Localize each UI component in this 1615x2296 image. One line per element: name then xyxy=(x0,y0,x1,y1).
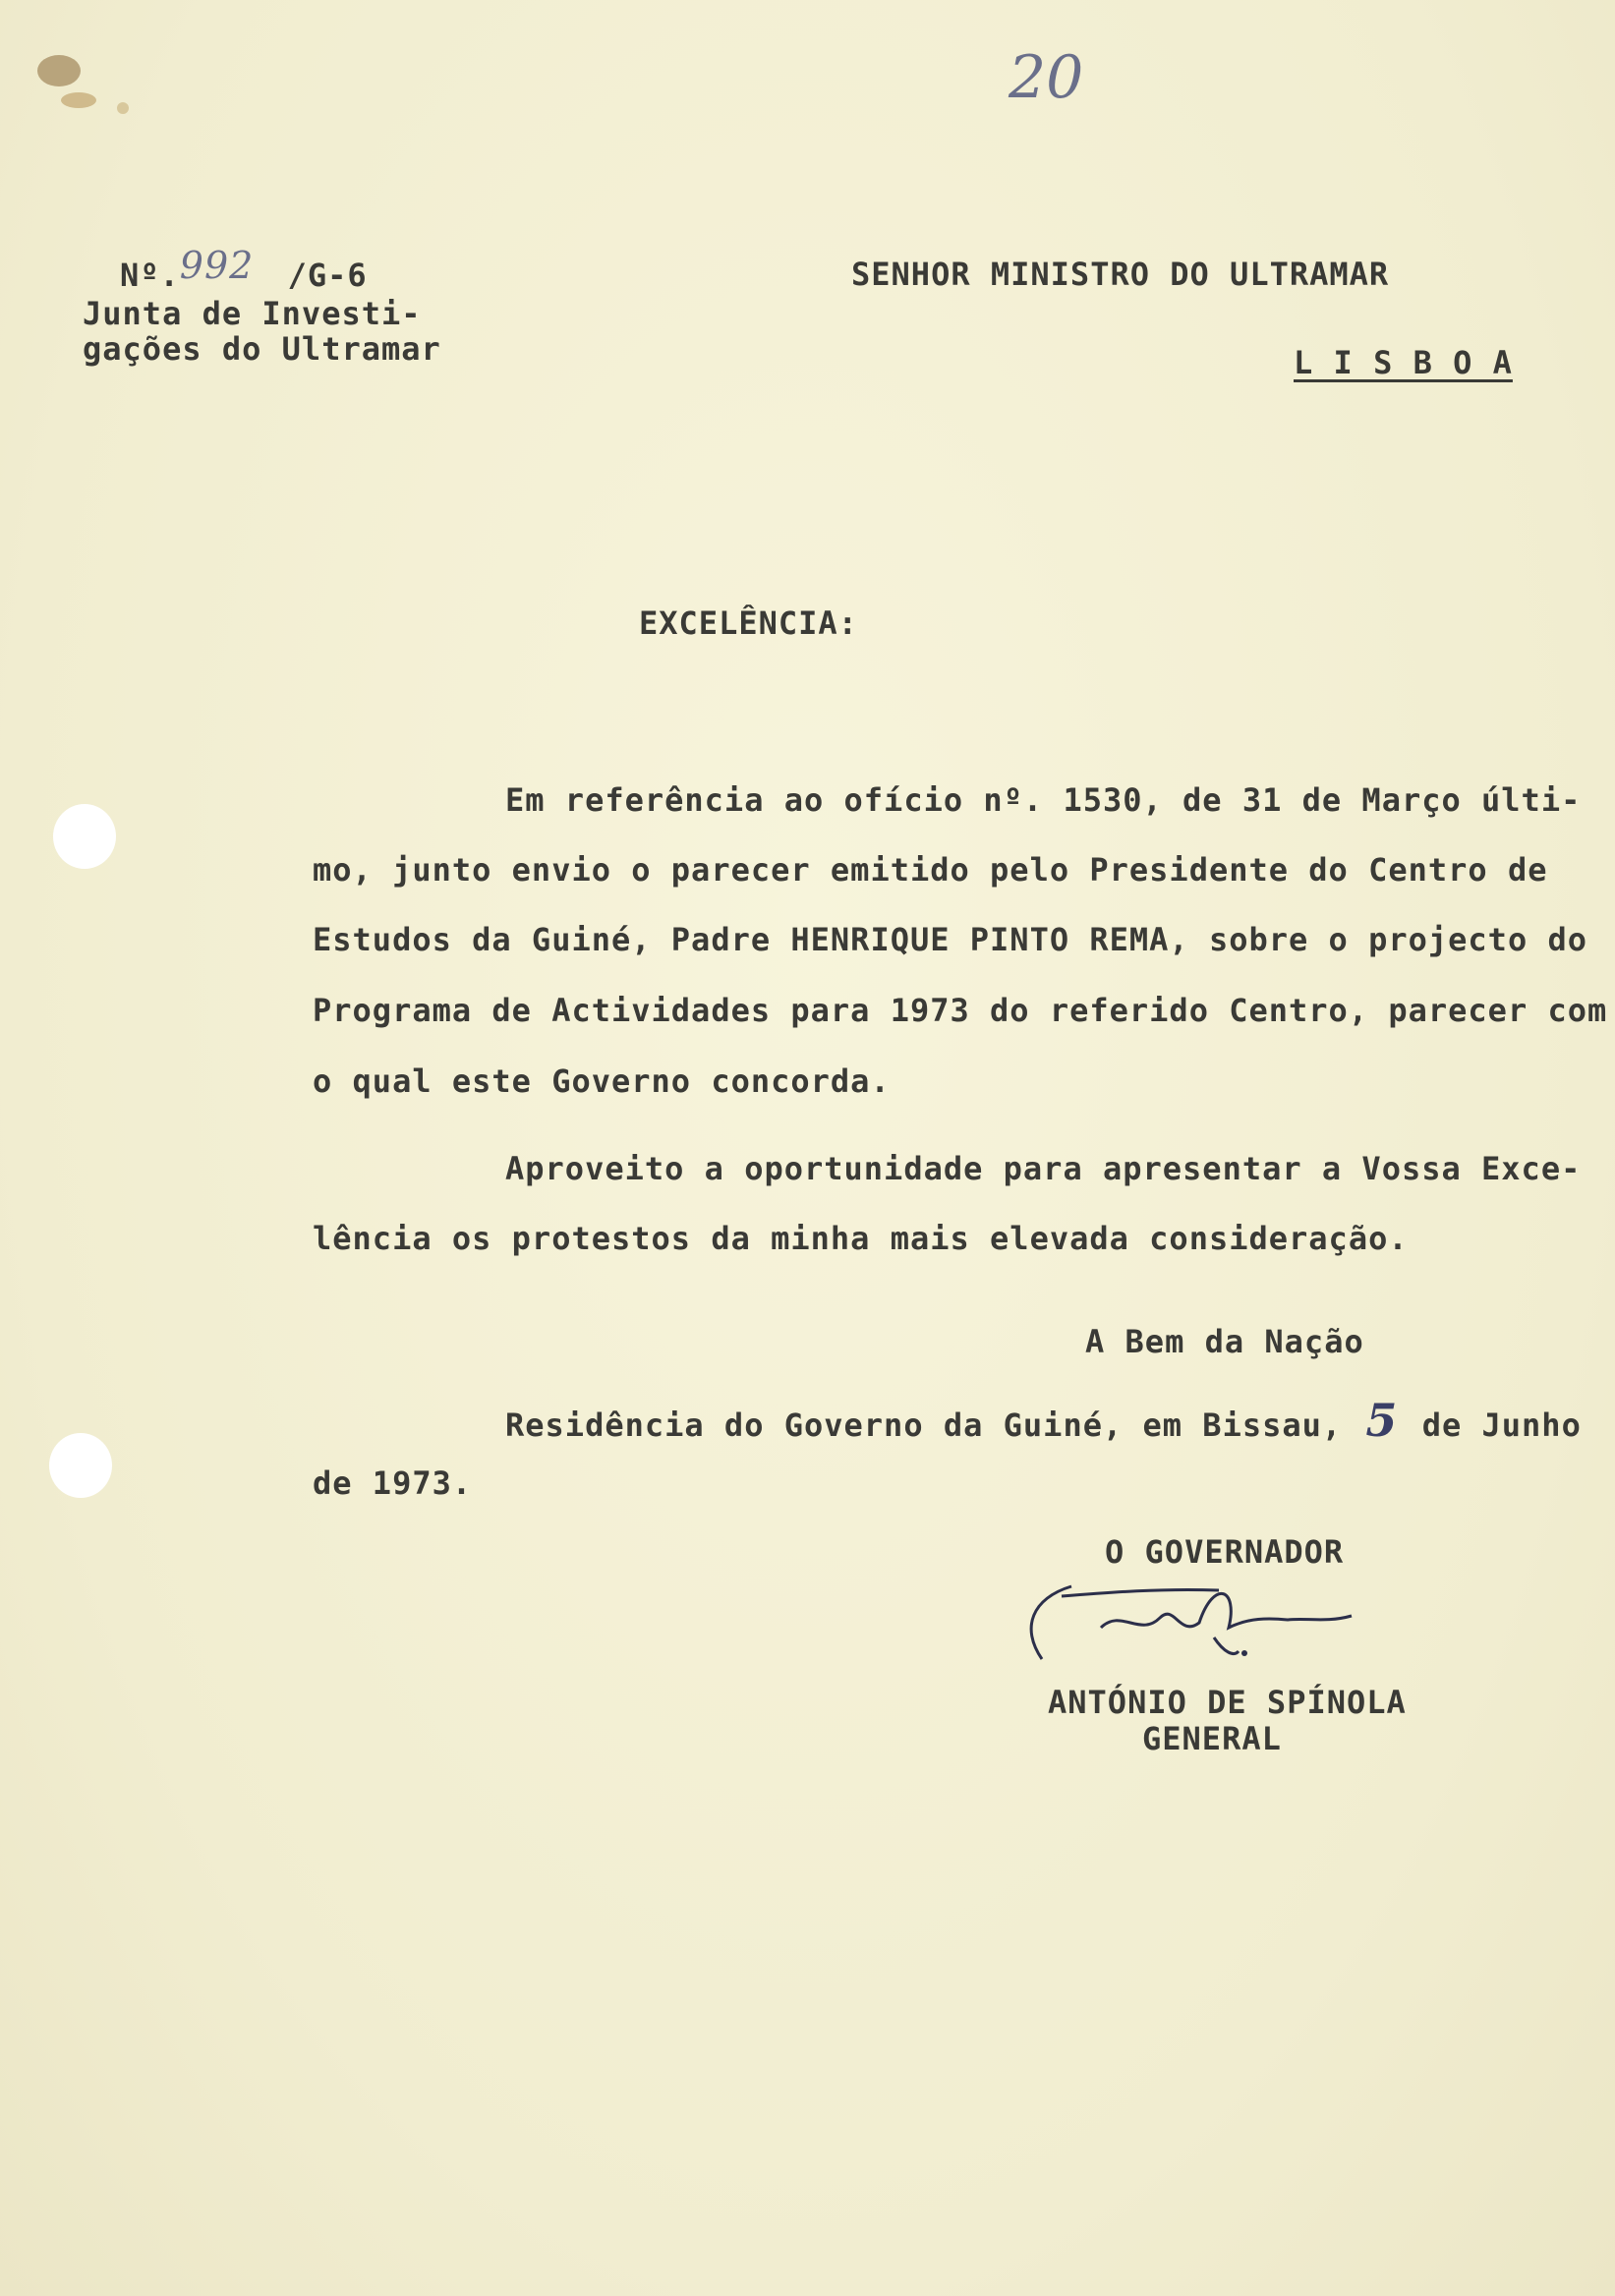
paragraph-1-line-3: Estudos da Guiné, Padre HENRIQUE PINTO REMA, sobre o projecto do xyxy=(313,921,1587,958)
sender-line-2: gações do Ultramar xyxy=(83,330,441,368)
salutation: EXCELÊNCIA: xyxy=(639,604,858,642)
paragraph-2-line-2: lência os protestos da minha mais elevada consideração. xyxy=(313,1220,1409,1257)
paragraph-1-line-5: o qual este Governo concorda. xyxy=(313,1062,891,1100)
place-text: Residência do Governo da Guiné, em Bissau, xyxy=(505,1406,1343,1444)
paragraph-1-line-4: Programa de Actividades para 1973 do referido Centro, parecer com xyxy=(313,992,1608,1029)
punch-hole-bottom xyxy=(49,1433,112,1498)
year-line: de 1973. xyxy=(313,1464,473,1502)
punch-hole-top xyxy=(53,804,116,869)
ref-suffix: /G-6 xyxy=(287,257,368,294)
recipient-city: L I S B O A xyxy=(1294,344,1513,381)
handwritten-signature xyxy=(1003,1569,1376,1687)
closing: A Bem da Nação xyxy=(1085,1323,1364,1360)
signatory-rank: GENERAL xyxy=(1142,1720,1282,1757)
recipient-title: SENHOR MINISTRO DO ULTRAMAR xyxy=(851,256,1390,293)
ref-handwritten-number: 992 xyxy=(179,244,255,287)
signature-role: O GOVERNADOR xyxy=(1105,1533,1345,1571)
signatory-name: ANTÓNIO DE SPÍNOLA xyxy=(1048,1684,1407,1721)
month-text: de Junho xyxy=(1421,1406,1582,1444)
paragraph-1-line-1: Em referência ao ofício nº. 1530, de 31 de Março últi- xyxy=(505,781,1582,819)
place-date-line xyxy=(505,1394,1582,1447)
ref-prefix: Nº. xyxy=(120,257,180,294)
rust-stain xyxy=(20,39,147,138)
reference-number xyxy=(120,244,368,295)
paragraph-1-line-2: mo, junto envio o parecer emitido pelo Presidente do Centro de xyxy=(313,851,1548,889)
handwritten-day: 5 xyxy=(1365,1394,1399,1447)
page-number: 20 xyxy=(1009,43,1084,112)
paragraph-2-line-1: Aproveito a oportunidade para apresentar a Vossa Exce- xyxy=(505,1150,1582,1187)
sender-line-1: Junta de Investi- xyxy=(83,295,422,332)
